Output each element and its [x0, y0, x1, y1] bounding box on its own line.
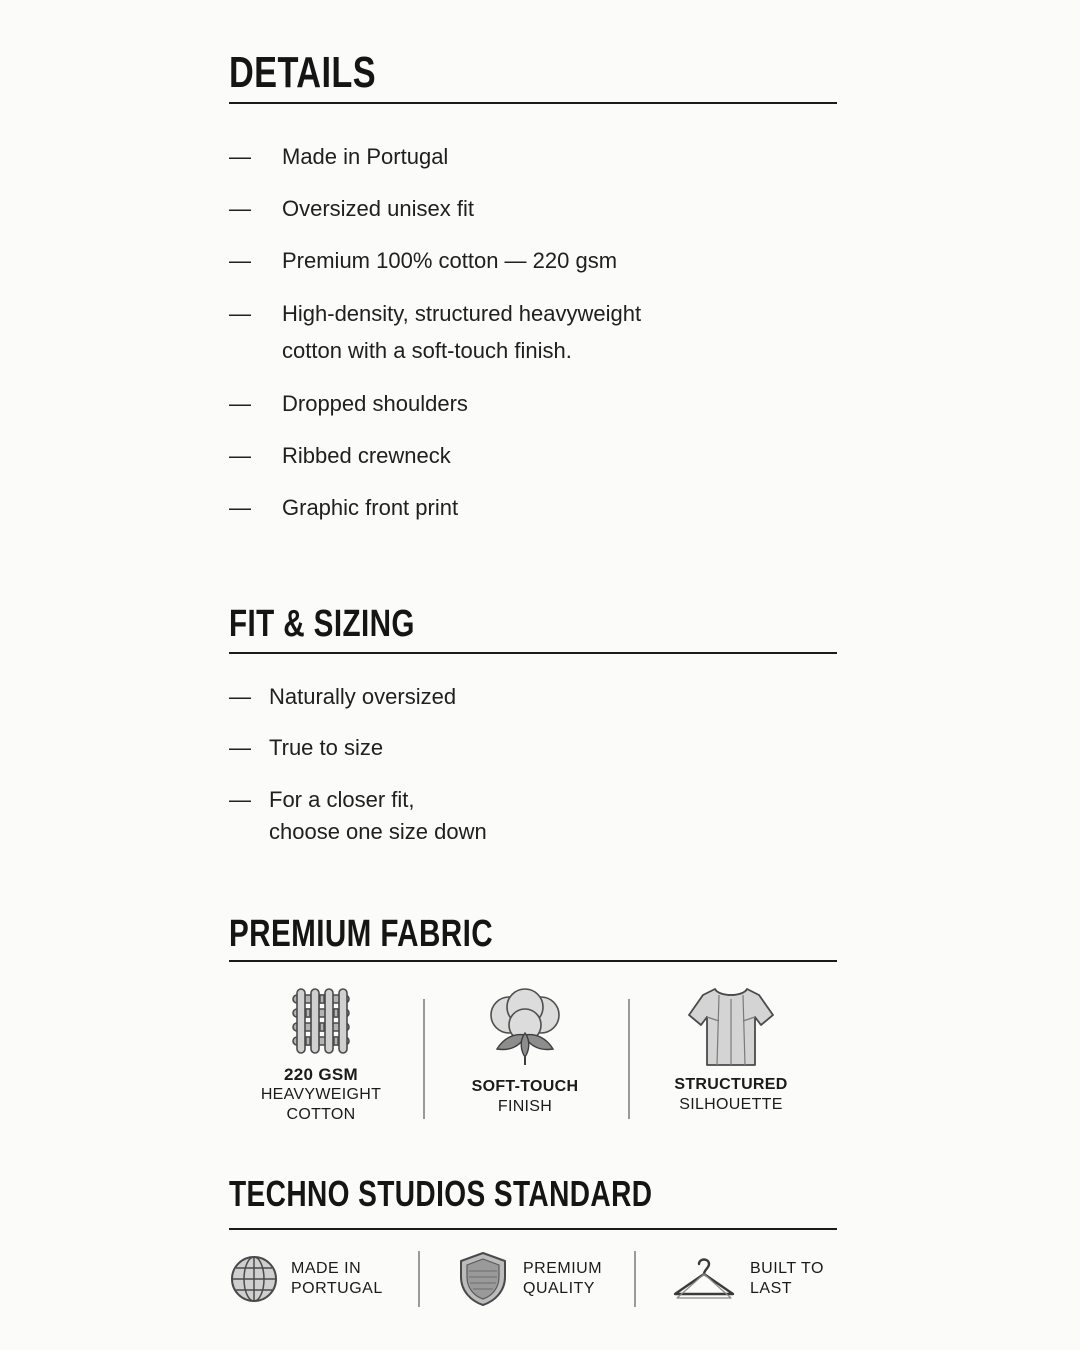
details-heading: DETAILS [229, 46, 837, 104]
badge-premium-quality: PREMIUM QUALITY [523, 1260, 603, 1297]
fabric-feature-structured: STRUCTURED SILHOUETTE [660, 985, 802, 1115]
shield-icon [457, 1251, 509, 1307]
standard-badges [229, 1248, 837, 1310]
globe-icon [229, 1254, 279, 1304]
divider [628, 999, 630, 1119]
fabric-weave-icon [285, 985, 357, 1057]
divider [423, 999, 425, 1119]
fabric-features [229, 985, 837, 1135]
badge-made-in-portugal: MADE IN PORTUGAL [291, 1260, 383, 1297]
standard-heading: TECHNO STUDIOS STANDARD [229, 1170, 837, 1230]
fit-heading: FIT & SIZING [229, 600, 837, 654]
hanger-icon [671, 1254, 737, 1304]
badge-built-to-last: BUILT TO LAST [750, 1260, 824, 1297]
divider [418, 1251, 420, 1307]
tshirt-icon [685, 985, 777, 1069]
fabric-feature-gsm: 220 GSM HEAVYWEIGHT COTTON [251, 985, 391, 1125]
fabric-feature-soft-touch: SOFT-TOUCH FINISH [455, 985, 595, 1117]
fabric-heading: PREMIUM FABRIC [229, 910, 837, 962]
divider [634, 1251, 636, 1307]
cotton-flower-icon [483, 985, 567, 1067]
